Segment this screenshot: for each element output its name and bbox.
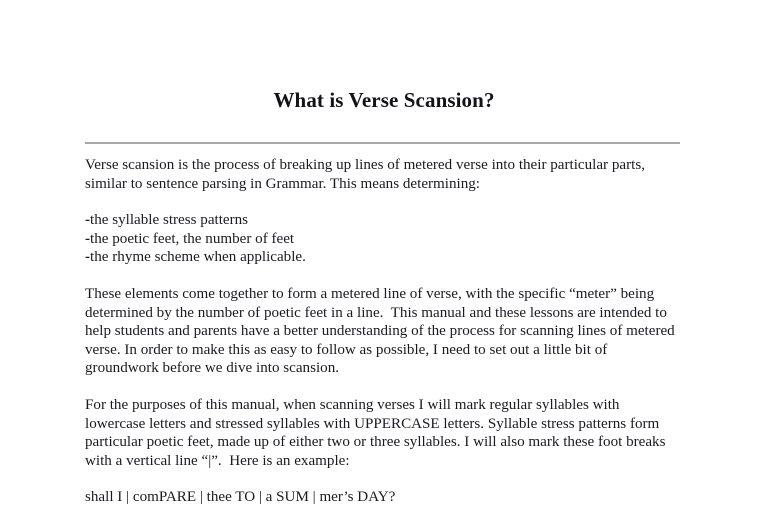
list-item-label: the syllable stress patterns	[90, 212, 249, 229]
list-item	[85, 230, 682, 249]
list-dash-marker: -	[85, 212, 91, 229]
document-body	[85, 156, 682, 507]
paragraph-elements: These elements come together to form a metered line of verse, with the specific “meter” being determined by the number of poetic feet in a line. This manual and these lessons are intended to help students and parents have a better understanding of the process for scanning lines of metered verse. In order to make this as easy to follow as possible, I need to set out a little bit of groundwork before we dive into scansion.	[85, 285, 679, 377]
list-item	[85, 211, 682, 230]
list-item	[85, 248, 682, 267]
page-title: What is Verse Scansion?	[273, 88, 495, 113]
paragraph-intro: Verse scansion is the process of breaking up lines of metered verse into their particular parts, similar to sentence parsing in Grammar. This means determining:	[85, 157, 649, 192]
scansion-example-line: shall I | comPARE | thee TO | a SUM | mer’s DAY?	[85, 489, 396, 506]
scansion-parts-list	[85, 211, 682, 267]
list-dash-marker: -	[85, 230, 91, 247]
paragraph-marking-conventions: For the purposes of this manual, when scanning verses I will mark regular syllables with lowercase letters and stressed syllables with UPPERCASE letters. Syllable stress patterns form particular poetic feet, made up of either two or three syllables. I will also mark these foot breaks with a vertical line “|”. Here is an example:	[85, 396, 670, 469]
list-item-label: the poetic feet, the number of feet	[90, 230, 295, 247]
title-divider	[85, 142, 680, 144]
list-dash-marker: -	[85, 249, 91, 266]
list-item-label: the rhyme scheme when applicable.	[90, 249, 306, 266]
